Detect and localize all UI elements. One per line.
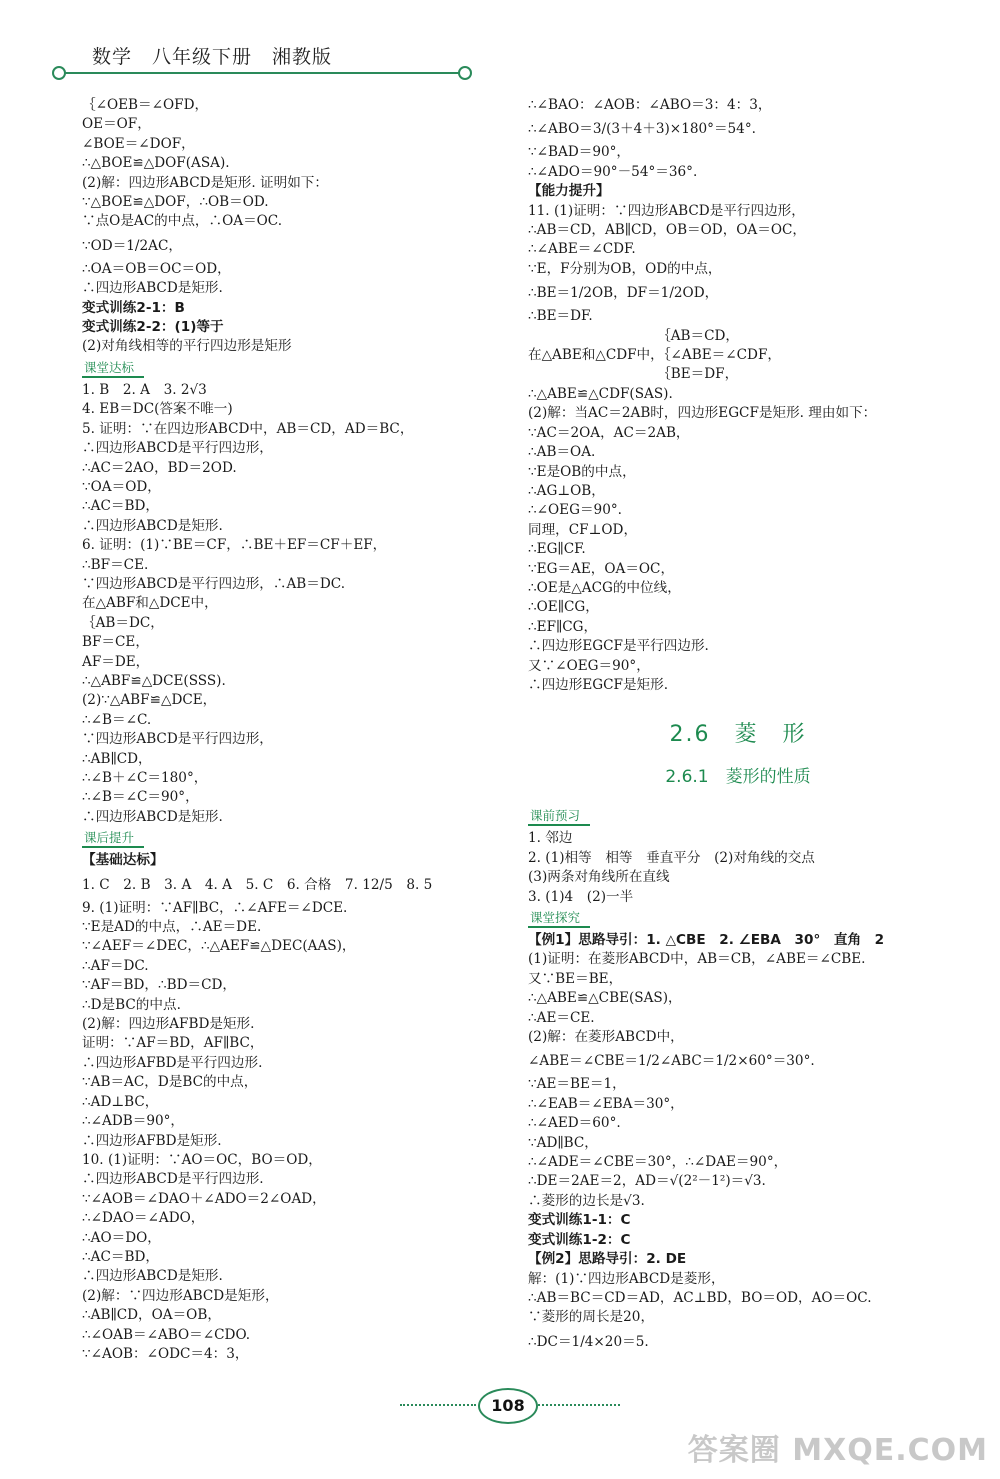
answer-line: ∴∠B＝∠C＝90°， xyxy=(82,789,199,806)
header-dot-right xyxy=(458,66,472,80)
answer-line: ∠BOE＝∠DOF， xyxy=(82,135,195,152)
answer-line: ∴OE∥CG， xyxy=(528,599,599,616)
page-number: 108 xyxy=(478,1388,538,1424)
answer-line: ∴∠AED＝60°. xyxy=(528,1115,621,1132)
answer-line: ∵AF＝BD，∴BD＝CD， xyxy=(82,977,236,994)
answer-line: 9. (1)证明：∵AF∥BC，∴∠AFE＝∠DCE. xyxy=(82,899,348,916)
answer-line: ∴菱形的边长是√3. xyxy=(528,1192,645,1209)
right-column xyxy=(528,96,948,1356)
answer-line: 2. (1)相等 相等 垂直平分 (2)对角线的交点 xyxy=(528,849,815,866)
answer-line: ｛∠OEB＝∠OFD， xyxy=(82,97,209,113)
section-title: 2.6 菱 形 xyxy=(669,722,807,748)
answer-heading: 【能力提升】 xyxy=(528,183,610,200)
answer-line: 11. (1)证明：∵四边形ABCD是平行四边形， xyxy=(528,202,805,219)
answer-line: ∵△BOE≌△DOF，∴OB＝OD. xyxy=(82,194,269,211)
answer-line: ∵E是OB的中点， xyxy=(528,463,636,480)
answer-line: 3. (1)4 (2)一半 xyxy=(528,888,634,905)
answer-line: (2)对角线相等的平行四边形是矩形 xyxy=(82,338,292,355)
answer-line: 同理，CF⊥OD， xyxy=(528,521,638,538)
answer-line: ∴四边形ABCD是矩形. xyxy=(82,808,223,825)
answer-line: OE＝OF， xyxy=(82,116,151,133)
answer-line: ∵EG＝AE，OA＝OC， xyxy=(528,560,675,577)
answer-line: ∴∠DAO＝∠ADO， xyxy=(82,1210,205,1227)
answer-line: ∴四边形AFBD是矩形. xyxy=(82,1132,222,1149)
answer-line: ∴∠EAB＝∠EBA＝30°， xyxy=(528,1095,684,1112)
footer-rule-left xyxy=(400,1404,476,1406)
answer-line: ∴∠ABE＝∠CDF. xyxy=(528,241,636,258)
footer-rule-right xyxy=(538,1404,620,1406)
subsection-title: 2.6.1 菱形的性质 xyxy=(665,767,811,788)
answer-line: ∴∠ADE＝∠CBE＝30°，∴∠DAE＝90°， xyxy=(528,1154,788,1171)
answer-line: ∵四边形ABCD是平行四边形， xyxy=(82,731,273,748)
answer-line: ∵OA＝OD， xyxy=(82,478,161,495)
answer-line: ∵菱形的周长是20， xyxy=(528,1309,655,1326)
answer-line: 证明：∵AF＝BD，AF∥BC， xyxy=(82,1035,264,1052)
answer-line: 5. 证明：∵在四边形ABCD中，AB＝CD，AD＝BC， xyxy=(82,420,414,437)
answer-heading: 变式训练2-1：B xyxy=(82,299,185,316)
answer-line: ∴四边形ABCD是平行四边形. xyxy=(82,1171,264,1188)
answer-line: ∴∠BAO：∠AOB：∠ABO＝3：4：3， xyxy=(528,97,772,113)
header-rule xyxy=(58,72,462,74)
answer-line: ∵四边形ABCD是平行四边形，∴AB＝DC. xyxy=(82,575,346,592)
answer-line: (2)解：∵四边形ABCD是矩形， xyxy=(82,1287,279,1304)
answer-line: 10. (1)证明：∵AO＝OC，BO＝OD， xyxy=(82,1151,322,1168)
answer-line: ∵E是AD的中点，∴AE＝DE. xyxy=(82,919,262,936)
answer-line: ∴EF∥CG， xyxy=(528,618,598,635)
answer-line: ∴EG∥CF. xyxy=(528,541,586,558)
answer-line: ∴DC＝1/4×20＝5. xyxy=(528,1333,649,1350)
answer-line: (2)解：四边形ABCD是矩形. 证明如下： xyxy=(82,174,328,191)
answer-heading: 【例2】思路导引：2. DE xyxy=(528,1251,687,1268)
answer-line: ∴AE＝CE. xyxy=(528,1009,595,1026)
answer-line: ∴AB＝BC＝CD＝AD，AC⊥BD，BO＝OD，AO＝OC. xyxy=(528,1289,872,1306)
answer-line: (3)两条对角线所在直线 xyxy=(528,869,670,886)
answer-line: 6. 证明：(1)∵BE＝CF，∴BE＋EF＝CF＋EF， xyxy=(82,537,387,554)
answer-line: ∵AB＝AC，D是BC的中点， xyxy=(82,1074,258,1091)
section-tag: 课前预习 xyxy=(528,806,590,826)
answer-line: ∴四边形EGCF是平行四边形. xyxy=(528,638,709,655)
answer-line: 在△ABF和△DCE中， xyxy=(82,595,218,612)
answer-line: ∴BF＝CE. xyxy=(82,556,149,573)
answer-line: ∴AB∥CD，OA＝OB， xyxy=(82,1307,221,1324)
answer-line: ∴OA＝OB＝OC＝OD， xyxy=(82,260,231,277)
answer-line: ∴四边形ABCD是矩形. xyxy=(82,280,223,297)
answer-line: ∴四边形AFBD是平行四边形. xyxy=(82,1054,263,1071)
answer-line: ∴∠ADB＝90°， xyxy=(82,1113,185,1130)
answer-line: ∴△ABF≌△DCE(SSS). xyxy=(82,672,226,689)
answer-line: ∴四边形ABCD是矩形. xyxy=(82,1268,223,1285)
answer-line: (1)证明：在菱形ABCD中，AB＝CB，∠ABE＝∠CBE. xyxy=(528,951,866,968)
answer-line: ∴AD⊥BC， xyxy=(82,1093,159,1110)
answer-line: ∴AF＝DC. xyxy=(82,957,149,974)
page-header-title: 数学 八年级下册 湘教版 xyxy=(92,46,333,68)
watermark: 答案圈 MXQE.COM xyxy=(687,1433,988,1468)
answer-line: ∵∠BAD＝90°， xyxy=(528,144,631,161)
answer-line: ∵∠AEF＝∠DEC，∴△AEF≌△DEC(AAS)， xyxy=(82,938,356,955)
answer-line: ∴四边形EGCF是矩形. xyxy=(528,676,669,693)
section-tag: 课堂达标 xyxy=(82,358,144,378)
answer-line: 又∵BE＝BE， xyxy=(528,970,623,987)
answer-line: (2)解：在菱形ABCD中， xyxy=(528,1029,684,1046)
answer-line: 又∵∠OEG＝90°， xyxy=(528,657,650,674)
answer-line: ∴∠OAB＝∠ABO＝∠CDO. xyxy=(82,1326,251,1343)
answer-line: BF＝CE， xyxy=(82,634,149,651)
answer-line: ∴△BOE≌△DOF(ASA). xyxy=(82,155,230,172)
answer-line: ｛AB＝DC， xyxy=(82,614,164,631)
answer-line: ∴∠B＝∠C. xyxy=(82,711,152,728)
answer-line: ∴DE＝2AE＝2，AD＝√(2²－1²)＝√3. xyxy=(528,1173,766,1190)
answer-line: ∴△ABE≌△CDF(SAS). xyxy=(528,385,673,402)
answer-line: ∵点O是AC的中点，∴OA＝OC. xyxy=(82,213,283,230)
section-tag: 课后提升 xyxy=(82,828,144,848)
answer-line: (2)∵△ABF≌△DCE， xyxy=(82,692,217,709)
answer-line: ∴四边形ABCD是矩形. xyxy=(82,517,223,534)
answer-line: ∵AE＝BE＝1， xyxy=(528,1076,626,1093)
answer-line: ∵AD∥BC， xyxy=(528,1134,598,1151)
answer-line: ∠ABE＝∠CBE＝1/2∠ABC＝1/2×60°＝30°. xyxy=(528,1053,815,1070)
answer-line: ∵E，F分别为OB，OD的中点， xyxy=(528,260,722,277)
answer-line: (2)解：四边形AFBD是矩形. xyxy=(82,1016,255,1033)
answer-line: ∴AC＝BD， xyxy=(82,498,159,515)
answer-line: ∴AC＝2AO，BD＝2OD. xyxy=(82,459,237,476)
answer-line: 解：(1)∵四边形ABCD是菱形， xyxy=(528,1270,725,1287)
header-dot-left xyxy=(52,66,66,80)
answer-heading: 【例1】思路导引：1. △CBE 2. ∠EBA 30° 直角 2 xyxy=(528,932,885,948)
answer-line: ∵∠AOB＝∠DAO＋∠ADO＝2∠OAD， xyxy=(82,1190,326,1207)
answer-line: 4. EB＝DC(答案不唯一) xyxy=(82,401,233,418)
answer-line: ∴∠OEG＝90°. xyxy=(528,502,622,519)
answer-heading: 变式训练2-2：(1)等于 xyxy=(82,319,224,336)
answer-line: ∴△ABE≌△CBE(SAS)， xyxy=(528,990,682,1007)
answer-line: 1. 邻边 xyxy=(528,830,573,847)
answer-line: ∴AB＝OA. xyxy=(528,444,596,461)
answer-line: ∴BE＝DF. xyxy=(528,308,593,325)
answer-line: ∴∠ABO＝3/(3＋4＋3)×180°＝54°. xyxy=(528,121,756,138)
answer-line: 1. C 2. B 3. A 4. A 5. C 6. 合格 7. 12/5 8. 5 xyxy=(82,876,433,893)
answer-heading: 变式训练1-2：C xyxy=(528,1231,631,1248)
answer-line: AF＝DE， xyxy=(82,653,150,670)
answer-line: ∴四边形ABCD是平行四边形， xyxy=(82,440,273,457)
answer-line: ∴∠B＋∠C＝180°， xyxy=(82,770,208,786)
answer-line: 在△ABE和△CDF中，｛∠ABE＝∠CDF， xyxy=(528,347,781,364)
answer-line: (2)解：当AC＝2AB时，四边形EGCF是矩形. 理由如下： xyxy=(528,405,877,422)
answer-line: ∴AC＝BD， xyxy=(82,1248,159,1265)
section-tag: 课堂探究 xyxy=(528,908,590,928)
answer-line: ∴AB∥CD， xyxy=(82,750,152,767)
answer-line: ∵AC＝2OA，AC＝2AB， xyxy=(528,424,690,441)
answer-line: ∴AB＝CD，AB∥CD，OB＝OD，OA＝OC， xyxy=(528,222,806,239)
left-column xyxy=(82,96,482,1364)
answer-line: ∴AG⊥OB， xyxy=(528,482,605,499)
answer-line: ｛BE＝DF， xyxy=(528,366,739,383)
answer-heading: 【基础达标】 xyxy=(82,852,164,869)
answer-line: ∴∠ADO＝90°－54°＝36°. xyxy=(528,163,698,180)
answer-line: ∵OD＝1/2AC， xyxy=(82,237,182,254)
answer-line: 1. B 2. A 3. 2√3 xyxy=(82,381,207,398)
answer-line: ∴D是BC的中点. xyxy=(82,996,181,1013)
answer-line: ∴OE是△ACG的中位线， xyxy=(528,579,681,596)
answer-line: ∵∠AOB：∠ODC＝4：3， xyxy=(82,1345,249,1362)
answer-heading: 变式训练1-1：C xyxy=(528,1212,631,1229)
answer-line: ｛AB＝CD， xyxy=(528,327,740,344)
answer-line: ∴BE＝1/2OB，DF＝1/2OD， xyxy=(528,285,719,302)
answer-line: ∴AO＝DO， xyxy=(82,1229,161,1246)
